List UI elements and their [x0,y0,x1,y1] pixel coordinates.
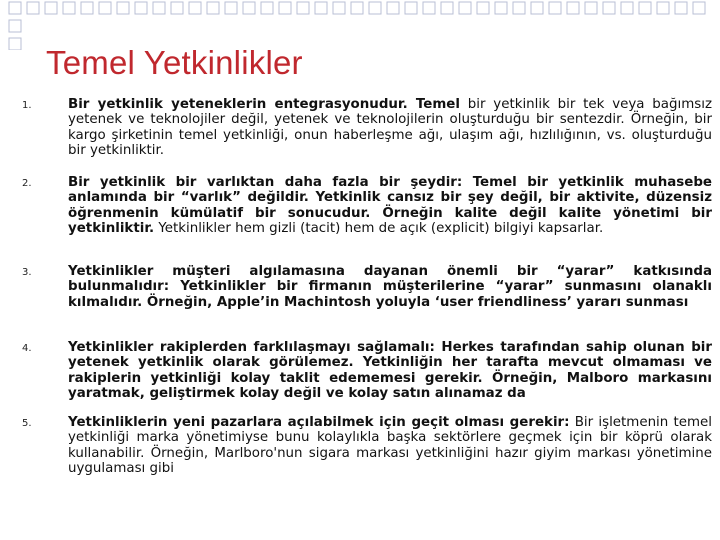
list-item-lead: Bir yetkinlik bir varlıktan daha fazla bir şeydir: Temel bir yetkinlik muhasebe anlamında bir “varlık” değildir. Yetkinlik cansız bir şey değil, bir aktivite, düzensiz öğrenmenin kümülatif bir sonucudur. Örneğin kalite değil kalite yönetimi bir yetkinliktir. [68,175,712,236]
list-item-body: bir yetkinlik bir tek veya bağımsız yetenek ve teknolojiler değil, yetenek ve teknolojilerin oluşturduğu bir sentezdir. Örneğin, bir kargo şirketinin temel yetkinliği, onun haberleşme ağı, ulaşım ağı, hızlılığının, vs. oluşturduğu bir yetkinliktir. [68,97,712,158]
list-item-lead: Yetkinlikler müşteri algılamasına dayanan önemli bir “yarar” katkısında bulunmalıdır: Yetkinlikler bir firmanın müşterilerine “yarar” sunmasını olanaklı kılmalıdır. Örneğin, Apple’in Machintosh yoluyla ‘user friendliness’ yararı sunması [68,264,712,310]
list-item-text [68,97,712,158]
list-item-body: Bir işletmenin temel yetkinliği marka yönetimiyse bunu kolaylıkla başka sektörlere geçmek için bir köprü olarak kullanabilir. Örneğin, Marlboro'nun sigara markası yetkinliğini hazır giyim markası yönetimine uygulaması gibi [68,415,712,476]
list-number: 4. [22,343,32,354]
numbered-list [0,97,720,485]
slide-title: Temel Yetkinlikler [46,44,303,81]
list-item-text [68,264,712,310]
list-number: 2. [22,178,32,189]
list-number: 5. [22,418,32,429]
list-item [0,264,720,340]
list-number: 1. [22,100,32,111]
list-item [0,415,720,485]
list-item-lead: Yetkinlikler rakiplerden farklılaşmayı sağlamalı: Herkes tarafından sahip olunan bir yetenek yetkinlik olarak görülemez. Yetkinliğin her tarafta mevcut olmaması ve rakiplerin yetkinliği kolay taklit edememesi gerekir. Örneğin, Malboro markasını yaratmak, geliştirmek kolay değil ve kolay satın alınamaz da [68,340,712,401]
list-item-text [68,340,712,401]
list-item-text [68,175,712,236]
list-number: 3. [22,267,32,278]
list-item [0,97,720,175]
list-item-body: Yetkinlikler hem gizli (tacit) hem de açık (explicit) bilgiyi kapsarlar. [154,220,604,236]
list-item-text [68,415,712,476]
decorative-square-pattern [0,0,720,50]
list-item [0,340,720,415]
list-item-lead: Yetkinliklerin yeni pazarlara açılabilmek için geçit olması gerekir: [68,415,570,430]
list-item-lead: Bir yetkinlik yeteneklerin entegrasyonudur. Temel [68,97,460,112]
list-item [0,175,720,264]
